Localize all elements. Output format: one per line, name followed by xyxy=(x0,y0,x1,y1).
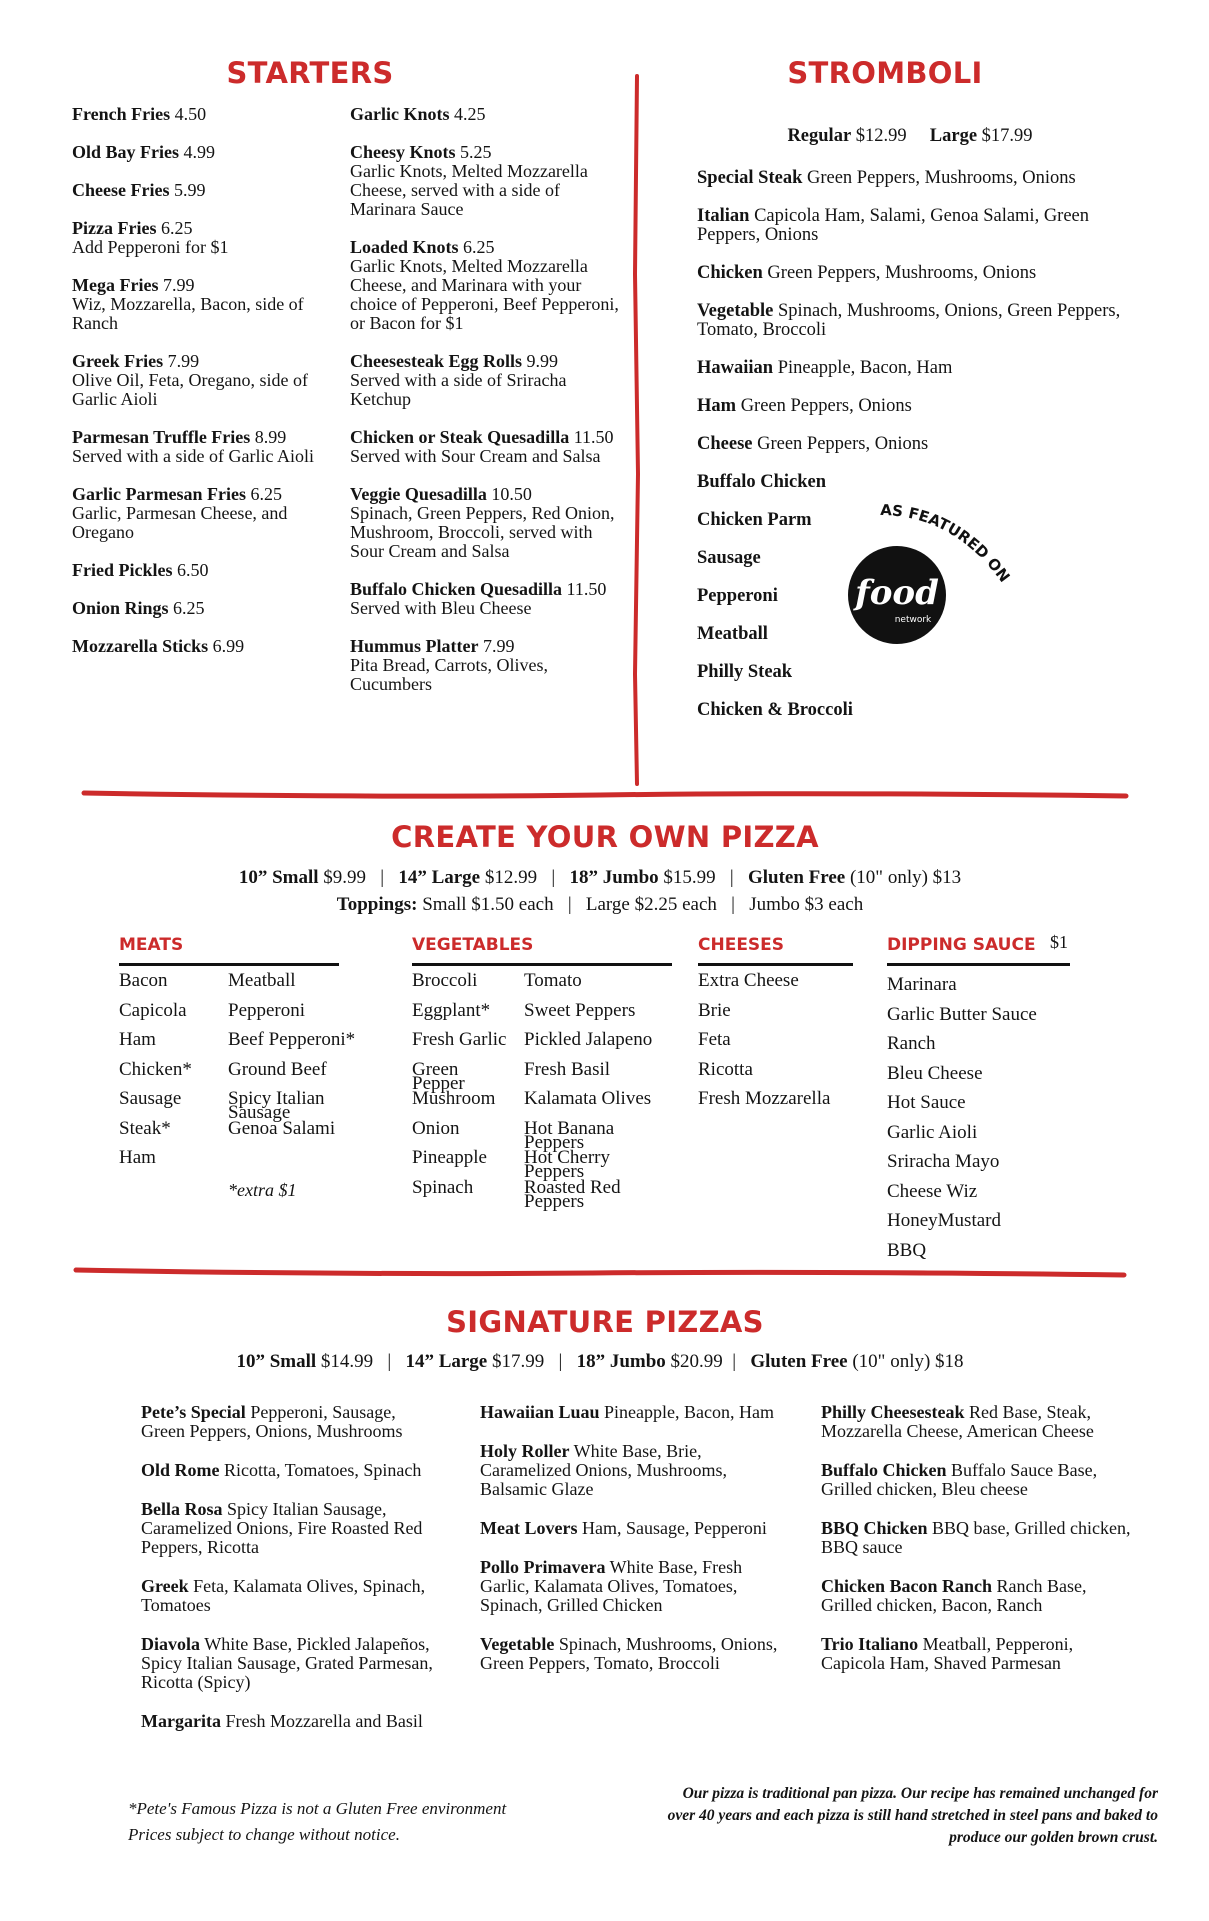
starter-item xyxy=(350,580,625,618)
vegetable-topping: Fresh Garlic xyxy=(412,1029,507,1050)
starter-item-price: 11.50 xyxy=(573,427,614,447)
gluten-free-label: Gluten Free xyxy=(747,867,846,888)
signature-pizza-item-desc: Fresh Mozzarella and Basil xyxy=(225,1711,423,1731)
signature-column-2 xyxy=(480,1403,780,1693)
stromboli-item-desc: Green Peppers, Mushrooms, Onions xyxy=(767,263,1037,283)
create-your-own-title: CREATE YOUR OWN PIZZA xyxy=(391,820,819,854)
signature-pizza-item-desc: White Base, Brie, Caramelized Onions, Mushrooms, Balsamic Glaze xyxy=(480,1441,727,1499)
stromboli-item-name: Special Steak xyxy=(697,168,803,188)
starter-item xyxy=(72,561,340,580)
cheese-topping: Fresh Mozzarella xyxy=(698,1088,831,1109)
meat-topping: Capicola xyxy=(119,999,187,1021)
starter-item-price: 6.50 xyxy=(176,560,209,580)
starter-item xyxy=(72,143,340,162)
starter-item-price: 4.50 xyxy=(174,104,207,124)
signature-pizza-item-name: Pollo Primavera xyxy=(480,1557,606,1577)
starters-column-1 xyxy=(72,105,340,675)
signature-pizza-item xyxy=(821,1403,1141,1441)
price-disclaimer: Prices subject to change without notice. xyxy=(128,1825,400,1844)
starter-item-price: 5.99 xyxy=(173,180,206,200)
svg-text:network: network xyxy=(894,615,932,625)
signature-pizza-item xyxy=(141,1712,441,1731)
toppings-small: Small $1.50 each xyxy=(422,894,554,915)
signature-pizza-item-name: Buffalo Chicken xyxy=(821,1460,947,1480)
signature-pizza-item-name: Greek xyxy=(141,1576,189,1596)
signature-pizza-item-name: Pete’s Special xyxy=(141,1402,246,1422)
cheese-topping: Brie xyxy=(698,999,731,1021)
starter-item-price: 10.50 xyxy=(491,484,532,504)
starter-item-desc: Add Pepperoni for $1 xyxy=(72,237,229,257)
stromboli-item xyxy=(697,264,1137,283)
cheese-topping: Extra Cheese xyxy=(698,970,799,991)
meat-topping: Spicy Italian Sausage xyxy=(228,1088,325,1123)
small-label: 10” Small xyxy=(238,867,319,888)
starter-item-desc: Spinach, Green Peppers, Red Onion, Mushroom, Broccoli, served with Sour Cream and Salsa xyxy=(350,503,615,561)
starter-item-price: 6.25 xyxy=(463,237,495,257)
stromboli-item xyxy=(697,359,1137,378)
cheeses-rule xyxy=(698,963,853,966)
starter-item xyxy=(72,276,340,333)
starter-item xyxy=(72,485,340,542)
signature-pizza-item-name: Meat Lovers xyxy=(480,1518,578,1538)
starter-item xyxy=(72,352,340,409)
stromboli-item-name: Cheese xyxy=(697,434,753,454)
signature-pizza-item xyxy=(480,1442,780,1499)
starter-item-name: Chicken or Steak Quesadilla xyxy=(350,427,570,447)
starter-item-price: 6.99 xyxy=(212,636,245,656)
starter-item xyxy=(350,143,625,219)
signature-pizza-item xyxy=(141,1500,441,1557)
starter-item-name: Onion Rings xyxy=(72,598,169,618)
stromboli-item-desc: Pineapple, Bacon, Ham xyxy=(777,358,953,378)
red-divider-1 xyxy=(80,786,1130,802)
vegetable-topping: Eggplant* xyxy=(412,999,491,1021)
signature-pizza-item xyxy=(141,1461,441,1480)
stromboli-item-desc: Spinach, Mushrooms, Onions, Green Peppers, Tomato, Broccoli xyxy=(697,301,1121,340)
signature-pizza-item-desc: Buffalo Sauce Base, Grilled chicken, Bleu cheese xyxy=(821,1460,1098,1499)
stromboli-title: STROMBOLI xyxy=(787,56,983,90)
large-price: $17.99 xyxy=(981,126,1033,146)
red-vertical-divider xyxy=(630,74,644,786)
signature-pizza-item xyxy=(821,1519,1141,1557)
signature-pizza-item-name: Vegetable xyxy=(480,1634,555,1654)
signature-pizza-item-desc: Ham, Sausage, Pepperoni xyxy=(581,1518,767,1538)
vegetable-topping: Pickled Jalapeno xyxy=(524,1029,653,1050)
vegetable-topping: Hot Cherry Peppers xyxy=(524,1147,611,1182)
starter-item-name: Parmesan Truffle Fries xyxy=(72,427,251,447)
signature-column-1 xyxy=(141,1403,441,1751)
regular-price: $12.99 xyxy=(855,126,907,146)
signature-pizza-item xyxy=(480,1558,780,1615)
starter-item-name: French Fries xyxy=(72,104,171,124)
vegetable-topping: Onion xyxy=(412,1117,460,1139)
starter-item xyxy=(350,428,625,466)
starter-item xyxy=(350,105,625,124)
starter-item-name: Cheese Fries xyxy=(72,180,170,200)
vegetable-topping: Fresh Basil xyxy=(524,1058,611,1080)
starter-item-name: Hummus Platter xyxy=(350,636,479,656)
signature-pizza-item-desc: White Base, Pickled Jalapeños, Spicy Italian Sausage, Grated Parmesan, Ricotta (Spicy) xyxy=(141,1634,433,1692)
signature-pizza-item-desc: Meatball, Pepperoni, Capicola Ham, Shaved Parmesan xyxy=(821,1634,1074,1673)
starter-item-desc: Served with a side of Garlic Aioli xyxy=(72,446,314,466)
starter-item-name: Mozzarella Sticks xyxy=(72,636,209,656)
signature-pizza-item-name: Trio Italiano xyxy=(821,1634,919,1654)
starter-item-price: 6.25 xyxy=(173,598,205,618)
vegetable-topping: Broccoli xyxy=(412,970,478,991)
starter-item-name: Pizza Fries xyxy=(72,218,157,238)
signature-pizza-item xyxy=(141,1577,441,1615)
jumbo-price: $20.99 xyxy=(670,1351,723,1372)
signature-pizza-item-name: Diavola xyxy=(141,1634,201,1654)
starter-item-price: 11.50 xyxy=(566,579,607,599)
starter-item-price: 7.99 xyxy=(482,636,515,656)
regular-label: Regular xyxy=(787,126,852,146)
dipping-sauce: Garlic Butter Sauce xyxy=(887,1003,1037,1025)
starter-item-price: 4.99 xyxy=(183,142,215,162)
starter-item-name: Garlic Knots xyxy=(350,104,450,124)
starter-item-desc: Olive Oil, Feta, Oregano, side of Garlic Aioli xyxy=(72,370,308,409)
stromboli-item-name: Chicken xyxy=(697,263,763,283)
signature-pizza-item-name: Hawaiian Luau xyxy=(480,1402,600,1422)
signature-pizza-item-desc: Ranch Base, Grilled chicken, Bacon, Ranch xyxy=(821,1576,1087,1615)
stromboli-item xyxy=(697,397,1137,416)
stromboli-item-name: Italian xyxy=(697,206,750,226)
jumbo-label: 18” Jumbo xyxy=(569,867,659,888)
meat-topping: Genoa Salami xyxy=(228,1117,336,1139)
meat-topping: Sausage xyxy=(119,1088,182,1109)
cheese-topping: Feta xyxy=(698,1029,731,1050)
meats-rule xyxy=(119,963,339,966)
meats-list-1 xyxy=(119,970,219,1181)
starter-item-name: Greek Fries xyxy=(72,351,164,371)
stromboli-item xyxy=(697,302,1137,340)
signature-pizza-item-name: Margarita xyxy=(141,1711,221,1731)
starter-item xyxy=(72,105,340,124)
dipping-sauce: BBQ xyxy=(887,1239,927,1261)
as-featured-on-text: AS FEATURED ON xyxy=(879,500,1014,586)
vegetables-list-2 xyxy=(524,970,674,1212)
signature-pizza-item-name: Philly Cheesesteak xyxy=(821,1402,965,1422)
dipping-sauce-list xyxy=(887,976,1087,1271)
starter-item-name: Cheesesteak Egg Rolls xyxy=(350,351,522,371)
signature-pizza-item-desc: Pineapple, Bacon, Ham xyxy=(604,1402,775,1422)
stromboli-item-name: Vegetable xyxy=(697,301,774,321)
meat-topping: Ham xyxy=(119,1147,156,1168)
starter-item-desc: Garlic, Parmesan Cheese, and Oregano xyxy=(72,503,288,542)
signature-column-3 xyxy=(821,1403,1141,1693)
toppings-label: Toppings: xyxy=(336,894,418,915)
starter-item-name: Mega Fries xyxy=(72,275,159,295)
starter-item xyxy=(72,428,340,466)
meat-topping: Bacon xyxy=(119,970,168,991)
signature-pizza-item-name: BBQ Chicken xyxy=(821,1518,928,1538)
dipping-sauce: Ranch xyxy=(887,1033,936,1054)
stromboli-item xyxy=(697,169,1137,188)
meats-heading: MEATS xyxy=(119,935,184,955)
starter-item-desc: Garlic Knots, Melted Mozzarella Cheese, served with a side of Marinara Sauce xyxy=(350,161,588,219)
starter-item xyxy=(72,181,340,200)
signature-pizza-item-desc: Spinach, Mushrooms, Onions, Green Peppers, Tomato, Broccoli xyxy=(480,1634,778,1673)
dipping-sauce: Sriracha Mayo xyxy=(887,1151,1000,1172)
starter-item-name: Veggie Quesadilla xyxy=(350,484,487,504)
stromboli-item-name: Hawaiian xyxy=(697,358,774,378)
meat-topping: Meatball xyxy=(228,970,296,991)
vegetable-topping: Tomato xyxy=(524,970,582,991)
dipping-sauce: Bleu Cheese xyxy=(887,1062,983,1084)
toppings-large: Large $2.25 each xyxy=(585,894,717,915)
stromboli-item-name: Chicken & Broccoli xyxy=(697,700,853,720)
meat-topping: Pepperoni xyxy=(228,999,306,1021)
small-price: $9.99 xyxy=(323,867,367,888)
gluten-free-price: (10" only) $13 xyxy=(849,867,962,888)
stromboli-item-name: Chicken Parm xyxy=(697,510,812,530)
red-divider-2 xyxy=(72,1264,1128,1280)
signature-pizza-item xyxy=(480,1635,780,1673)
starter-item-name: Fried Pickles xyxy=(72,560,173,580)
vegetable-topping: Green Pepper xyxy=(412,1058,465,1094)
stromboli-prices xyxy=(700,126,1120,147)
cheeses-heading: CHEESES xyxy=(698,935,785,955)
signature-pizza-item-name: Bella Rosa xyxy=(141,1499,223,1519)
vegetable-topping: Hot Banana Peppers xyxy=(524,1117,615,1153)
starter-item xyxy=(72,599,340,618)
meat-topping: Steak* xyxy=(119,1117,171,1139)
starter-item-desc: Served with a side of Sriracha Ketchup xyxy=(350,370,567,409)
large-label: Large xyxy=(929,126,978,146)
meat-topping: Ground Beef xyxy=(228,1058,327,1080)
meat-topping: Ham xyxy=(119,1029,156,1050)
starter-item xyxy=(350,238,625,333)
stromboli-item-name: Meatball xyxy=(697,624,768,644)
starter-item-price: 7.99 xyxy=(162,275,195,295)
starter-item-price: 6.25 xyxy=(250,484,282,504)
large-price: $12.99 xyxy=(484,867,538,888)
starter-item-desc: Wiz, Mozzarella, Bacon, side of Ranch xyxy=(72,294,304,333)
stromboli-item-name: Pepperoni xyxy=(697,586,778,606)
large-label: 14” Large xyxy=(398,867,481,888)
signature-pizza-item xyxy=(821,1635,1141,1673)
dipping-sauce: Garlic Aioli xyxy=(887,1121,978,1143)
signature-pizza-item-desc: White Base, Fresh Garlic, Kalamata Olives, Tomatoes, Spinach, Grilled Chicken xyxy=(480,1557,743,1615)
jumbo-label: 18” Jumbo xyxy=(576,1351,666,1372)
meat-topping: Beef Pepperoni* xyxy=(228,1029,356,1050)
signature-pizzas-title: SIGNATURE PIZZAS xyxy=(446,1305,764,1339)
dipping-sauce: Hot Sauce xyxy=(887,1092,966,1113)
footer-notes xyxy=(128,1796,608,1848)
starter-item-desc: Served with Bleu Cheese xyxy=(350,598,532,618)
starter-item xyxy=(72,219,340,257)
stromboli-item xyxy=(697,473,1137,492)
gluten-free-disclaimer: *Pete's Famous Pizza is not a Gluten Free environment xyxy=(128,1799,507,1818)
signature-pizza-item xyxy=(480,1403,780,1422)
svg-text:food: food xyxy=(855,573,939,613)
meats-list-2 xyxy=(228,970,378,1151)
meats-extra-note: *extra $1 xyxy=(228,1180,297,1200)
stromboli-item-desc: Green Peppers, Onions xyxy=(757,434,929,454)
signature-pizza-item-desc: Pepperoni, Sausage, Green Peppers, Onions, Mushrooms xyxy=(141,1402,403,1441)
signature-pizza-item xyxy=(141,1403,441,1441)
signature-pizza-item-desc: BBQ base, Grilled chicken, BBQ sauce xyxy=(821,1518,1131,1557)
starter-item-desc: Served with Sour Cream and Salsa xyxy=(350,446,601,466)
starter-item-price: 7.99 xyxy=(167,351,200,371)
starter-item-name: Old Bay Fries xyxy=(72,142,179,162)
stromboli-item-name: Philly Steak xyxy=(697,662,793,682)
small-price: $14.99 xyxy=(320,1351,374,1372)
signature-pizza-item xyxy=(821,1577,1141,1615)
signature-pizza-item xyxy=(141,1635,441,1692)
signature-pizza-item-desc: Feta, Kalamata Olives, Spinach, Tomatoes xyxy=(141,1576,426,1615)
stromboli-item-name: Buffalo Chicken xyxy=(697,472,827,492)
stromboli-item xyxy=(697,435,1137,454)
starter-item-desc: Pita Bread, Carrots, Olives, Cucumbers xyxy=(350,655,548,694)
starter-item-desc: Garlic Knots, Melted Mozzarella Cheese, and Marinara with your choice of Pepperoni, Beef Pepperoni, or Bacon for $1 xyxy=(350,256,619,333)
starter-item-price: 4.25 xyxy=(454,104,486,124)
small-label: 10” Small xyxy=(236,1351,317,1372)
starter-item-price: 5.25 xyxy=(460,142,492,162)
starter-item-name: Cheesy Knots xyxy=(350,142,456,162)
food-network-badge xyxy=(840,495,1040,675)
stromboli-item xyxy=(697,207,1137,245)
jumbo-price: $15.99 xyxy=(663,867,716,888)
cyo-toppings: Toppings: Small $1.50 each | Large $2.25 each | Jumbo $3 each xyxy=(336,894,864,915)
cyo-sizes: 10” Small $9.99 | 14” Large $12.99 | 18” Jumbo $15.99 | Gluten Free (10" only) $13 xyxy=(238,867,962,888)
pan-pizza-tagline: Our pizza is traditional pan pizza. Our recipe has remained unchanged for over 40 years and each pizza is still hand stretched in steel pans and baked to produce our golden brown crust. xyxy=(667,1785,1158,1846)
starter-item-price: 6.25 xyxy=(160,218,193,238)
signature-pizza-item-name: Chicken Bacon Ranch xyxy=(821,1576,993,1596)
gluten-free-price: (10" only) $18 xyxy=(852,1351,964,1372)
stromboli-item-desc: Capicola Ham, Salami, Genoa Salami, Green Peppers, Onions xyxy=(697,206,1090,245)
signature-pizza-item-desc: Ricotta, Tomatoes, Spinach xyxy=(224,1460,422,1480)
vegetable-topping: Spinach xyxy=(412,1176,474,1198)
vegetable-topping: Roasted Red Peppers xyxy=(524,1176,621,1212)
signature-sizes: 10” Small $14.99 | 14” Large $17.99 | 18” Jumbo $20.99 | Gluten Free (10" only) $18 xyxy=(236,1351,964,1372)
dipping-sauce-price: $1 xyxy=(1050,932,1068,952)
vegetables-rule xyxy=(412,963,672,966)
vegetable-topping: Pineapple xyxy=(412,1147,487,1168)
vegetable-topping: Kalamata Olives xyxy=(524,1088,652,1109)
large-price: $17.99 xyxy=(492,1351,545,1372)
stromboli-item-name: Ham xyxy=(697,396,737,416)
signature-pizza-item-name: Old Rome xyxy=(141,1460,220,1480)
signature-pizza-item xyxy=(821,1461,1141,1499)
vegetables-list-1 xyxy=(412,970,507,1210)
cheeses-list xyxy=(698,970,848,1122)
toppings-jumbo: Jumbo $3 each xyxy=(749,894,864,915)
starter-item-price: 9.99 xyxy=(526,351,558,371)
starters-title: STARTERS xyxy=(226,56,394,90)
signature-pizza-item-name: Holy Roller xyxy=(480,1441,570,1461)
dipping-sauce: HoneyMustard xyxy=(887,1210,1001,1231)
stromboli-item xyxy=(697,701,1137,720)
vegetable-topping: Mushroom xyxy=(412,1088,496,1109)
starter-item xyxy=(350,485,625,561)
stromboli-item-desc: Green Peppers, Mushrooms, Onions xyxy=(806,168,1076,188)
cheese-topping: Ricotta xyxy=(698,1058,753,1080)
dipping-sauce-heading: DIPPING SAUCE xyxy=(887,935,1036,955)
stromboli-item-desc: Green Peppers, Onions xyxy=(740,396,912,416)
signature-pizza-item xyxy=(480,1519,780,1538)
signature-pizza-item-desc: Red Base, Steak, Mozzarella Cheese, American Cheese xyxy=(821,1402,1094,1441)
stromboli-item-name: Sausage xyxy=(697,548,761,568)
vegetables-heading: VEGETABLES xyxy=(412,935,534,955)
starter-item xyxy=(350,637,625,694)
starter-item-price: 8.99 xyxy=(254,427,287,447)
dipping-sauce: Cheese Wiz xyxy=(887,1180,978,1202)
vegetable-topping: Sweet Peppers xyxy=(524,999,636,1021)
starters-column-2 xyxy=(350,105,625,713)
starter-item xyxy=(350,352,625,409)
starter-item-name: Garlic Parmesan Fries xyxy=(72,484,246,504)
starter-item-name: Loaded Knots xyxy=(350,237,459,257)
meat-topping: Chicken* xyxy=(119,1058,192,1080)
gluten-free-label: Gluten Free xyxy=(750,1351,848,1372)
dipping-sauce-rule xyxy=(887,963,1070,966)
starter-item xyxy=(72,637,340,656)
signature-pizza-item-desc: Spicy Italian Sausage, Caramelized Onions, Fire Roasted Red Peppers, Ricotta xyxy=(141,1499,423,1557)
starter-item-name: Buffalo Chicken Quesadilla xyxy=(350,579,563,599)
large-label: 14” Large xyxy=(405,1351,488,1372)
dipping-sauce: Marinara xyxy=(887,974,957,995)
